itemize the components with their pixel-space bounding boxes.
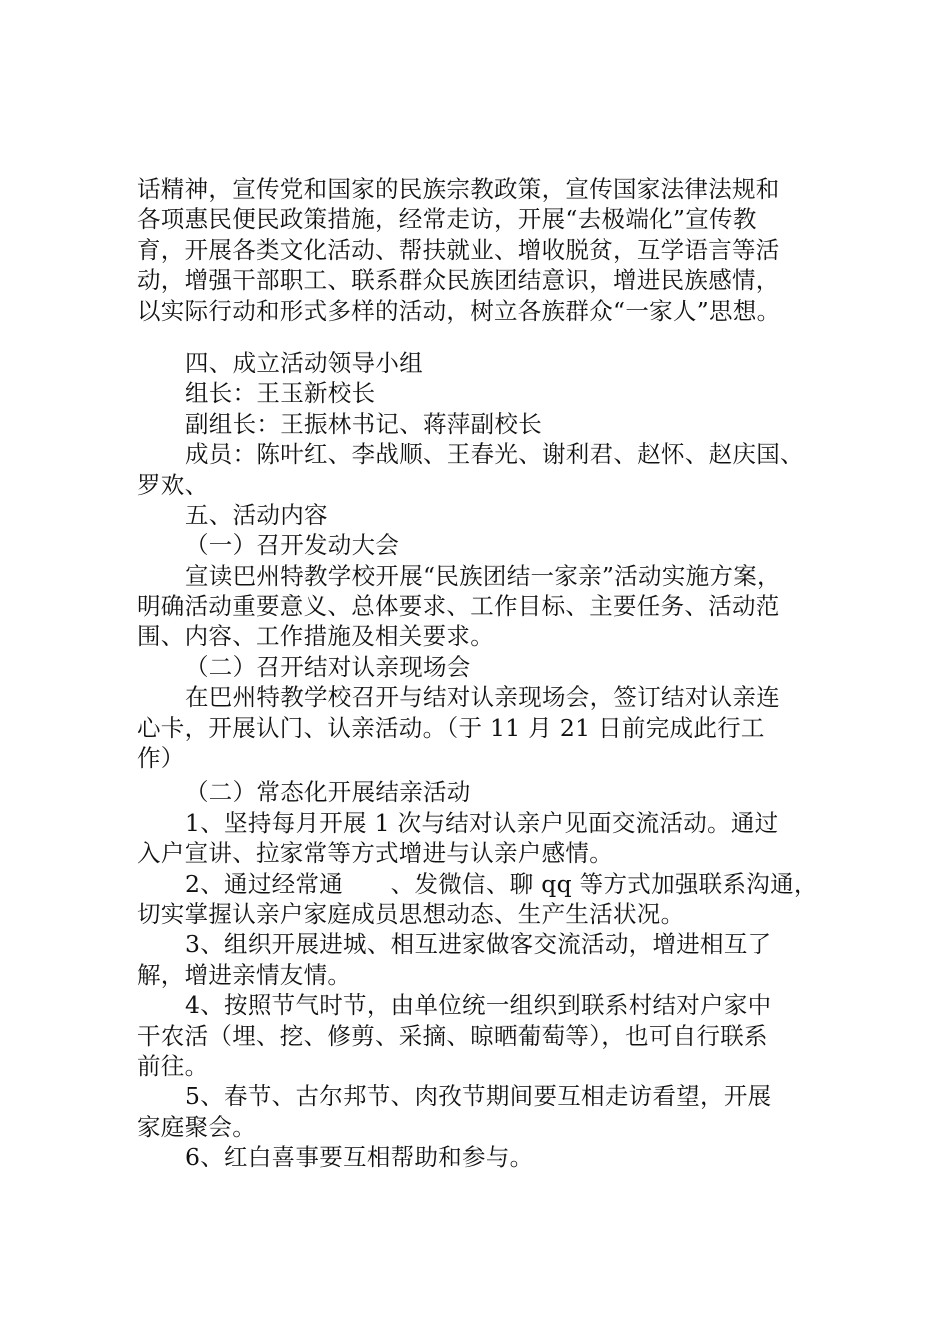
intro-line: 以实际行动和形式多样的活动，树立各族群众“一家人”思想。 [137, 296, 781, 325]
sub3-heading: （二）常态化开展结亲活动 [185, 778, 471, 807]
item-line: 入户宣讲、拉家常等方式增进与认亲户感情。 [137, 839, 613, 868]
deputy-leader-line: 副组长：王振林书记、蒋萍副校长 [185, 409, 542, 438]
sub2-body-line: 在巴州特教学校召开与结对认亲现场会，签订结对认亲连 [185, 683, 780, 712]
intro-line: 话精神，宣传党和国家的民族宗教政策，宣传国家法律法规和 [137, 175, 780, 203]
paragraph-gap [137, 326, 841, 348]
sub1-heading: （一）召开发动大会 [185, 531, 400, 560]
item-line: 切实掌握认亲户家庭成员思想动态、生产生活状况。 [137, 899, 685, 928]
intro-paragraph [137, 174, 841, 326]
item-line: 5、春节、古尔邦节、肉孜节期间要互相走访看望，开展 [185, 1082, 772, 1111]
members-line: 成员：陈叶红、李战顺、王春光、谢利君、赵怀、赵庆国、 [185, 440, 804, 469]
item-line: 6、红白喜事要互相帮助和参与。 [185, 1143, 534, 1172]
sub2-heading: （二）召开结对认亲现场会 [185, 652, 471, 681]
item-line: 家庭聚会。 [137, 1112, 256, 1141]
members-line-continued: 罗欢、 [137, 470, 209, 499]
intro-line: 育，开展各类文化活动、帮扶就业、增收脱贫，互学语言等活 [137, 235, 780, 264]
item-line: 3、组织开展进城、相互进家做客交流活动，增进相互了 [185, 930, 772, 959]
item-line: 2、通过经常通 、发微信、聊 qq 等方式加强联系沟通， [185, 869, 818, 898]
sub1-body-line: 宣读巴州特教学校开展“民族团结一家亲”活动实施方案， [185, 561, 781, 590]
sub2-body-line: 心卡，开展认门、认亲活动。（于 11 月 21 日前完成此行工 [137, 713, 765, 742]
leader-line: 组长：王玉新校长 [185, 379, 376, 408]
sub2-body-line: 作） [137, 744, 185, 773]
item-line: 1、坚持每月开展 1 次与结对认亲户见面交流活动。通过 [185, 808, 779, 837]
document-body [137, 174, 841, 1173]
item-line: 解，增进亲情友情。 [137, 960, 352, 989]
item-line: 干农活（埋、挖、修剪、采摘、晾晒葡萄等），也可自行联系 [137, 1021, 768, 1050]
section5-heading: 五、活动内容 [185, 500, 328, 529]
item-line: 前往。 [137, 1051, 209, 1080]
section4-heading: 四、成立活动领导小组 [185, 348, 423, 377]
sub1-body-line: 围、内容、工作措施及相关要求。 [137, 622, 494, 651]
intro-line: 动，增强干部职工、联系群众民族团结意识，增进民族感情， [137, 266, 780, 295]
sub1-body-line: 明确活动重要意义、总体要求、工作目标、主要任务、活动范 [137, 592, 780, 621]
item-line: 4、按照节气时节，由单位统一组织到联系村结对户家中 [185, 991, 772, 1020]
intro-line: 各项惠民便民政策措施，经常走访，开展“去极端化”宣传教 [137, 205, 757, 234]
